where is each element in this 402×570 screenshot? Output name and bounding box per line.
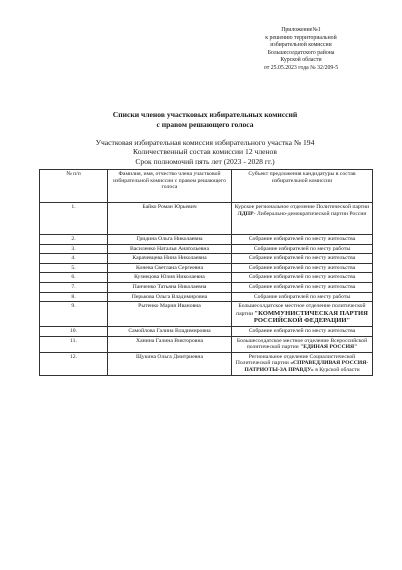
member-name: Самойлова Галина Владимировна xyxy=(108,326,232,336)
row-number: 10. xyxy=(40,326,108,336)
member-subject xyxy=(232,336,373,352)
appendix-line: от 25.05.2023 года № 32/209-5 xyxy=(263,64,339,71)
member-name: Конева Светлана Сергеевна xyxy=(108,263,232,273)
member-subject: Собрание избирателей по месту работы xyxy=(232,244,373,254)
member-subject: Собрание избирателей по месту работы xyxy=(232,292,373,302)
row-number: 12. xyxy=(40,352,108,375)
member-name: Кузнецова Юлия Николаевна xyxy=(108,273,232,283)
subject-text: Большесолдатское местное отделение Всероссийской политической партии xyxy=(236,337,368,351)
commission-size: Количественный состав комиссии 12 членов xyxy=(133,147,277,157)
member-subject: Собрание избирателей по месту жительства xyxy=(232,254,373,264)
party-name: ЛДПР xyxy=(237,210,254,217)
member-name: Рытенко Мария Ивановна xyxy=(108,302,232,327)
table-header-row xyxy=(40,170,373,203)
appendix-line: к решению территориальной xyxy=(265,34,337,41)
row-number: 6. xyxy=(40,273,108,283)
table-row xyxy=(40,203,373,235)
party-name: «СПРАВЕДЛИВАЯ РОССИЯ-ПАТРИОТЫ-ЗА ПРАВДУ» xyxy=(244,360,369,373)
document-title xyxy=(40,110,370,129)
subject-text: Большесолдатское местное отделение политической партии xyxy=(236,303,366,317)
table-row xyxy=(40,282,373,292)
table-row xyxy=(40,302,373,327)
party-name: "ЕДИНАЯ РОССИЯ" xyxy=(300,344,358,351)
row-number: 5. xyxy=(40,263,108,273)
row-number: 3. xyxy=(40,244,108,254)
row-number: 8. xyxy=(40,292,108,302)
row-number: 1. xyxy=(40,203,108,235)
header-name: Фамилия, имя, отчество члена участковой избирательной комиссии с правом решающего голоса xyxy=(108,170,232,203)
row-number: 11. xyxy=(40,336,108,352)
appendix-header xyxy=(226,27,376,73)
header-number: № п/п xyxy=(40,170,108,203)
appendix-line: Приложение№1 xyxy=(281,27,321,33)
appendix-line: избирательной комиссии xyxy=(270,42,332,49)
member-name: Панченко Татьяна Николаевна xyxy=(108,282,232,292)
member-subject xyxy=(232,352,373,375)
row-number: 7. xyxy=(40,282,108,292)
table-row xyxy=(40,263,373,273)
member-name: Гридина Ольга Николаевна xyxy=(108,235,232,245)
subject-text: Курское региональное отделение Политической партии xyxy=(234,204,370,210)
member-name: Карачевцева Нина Николаевна xyxy=(108,254,232,264)
member-subject: Собрание избирателей по месту жительства xyxy=(232,326,373,336)
party-name: "КОММУНИСТИЧЕСКАЯ ПАРТИЯ РОССИЙСКОЙ ФЕДЕРАЦИИ" xyxy=(253,309,368,325)
member-name: Василенко Наталья Анатольевна xyxy=(108,244,232,254)
member-subject xyxy=(232,302,373,327)
member-subject: Собрание избирателей по месту жительства xyxy=(232,273,373,283)
table-row xyxy=(40,254,373,264)
table-row xyxy=(40,326,373,336)
table-row xyxy=(40,292,373,302)
table-row xyxy=(40,235,373,245)
member-subject: Собрание избирателей по месту жительства xyxy=(232,282,373,292)
table-row xyxy=(40,336,373,352)
member-name: Щукина Ольга Дмитриевна xyxy=(108,352,232,375)
member-name: Байко Роман Юрьевич xyxy=(108,203,232,235)
table-row xyxy=(40,352,373,375)
subject-text-end: - Либерально-демократической партии России xyxy=(253,210,367,217)
member-subject: Собрание избирателей по месту жительства xyxy=(232,263,373,273)
table-row xyxy=(40,273,373,283)
row-number: 9. xyxy=(40,302,108,327)
commission-name: Участковая избирательная комиссия избирательного участка № 194 xyxy=(95,138,315,147)
commission-info xyxy=(40,138,370,166)
commission-term: Срок полномочий пять лет (2023 - 2028 гг.) xyxy=(135,156,275,166)
members-table xyxy=(39,169,373,376)
subject-text: Региональное отделение Социалистической Политической партии xyxy=(235,353,356,367)
member-subject xyxy=(232,203,373,235)
header-subject: Субъект предложения кандидатуры в состав избирательной комиссии xyxy=(232,170,373,203)
row-number: 4. xyxy=(40,254,108,264)
subject-text-end: в Курской области xyxy=(313,366,360,373)
appendix-line: Большесолдатского района xyxy=(267,49,335,56)
table-row xyxy=(40,244,373,254)
appendix-line: Курской области xyxy=(280,57,322,64)
member-name: Перькова Ольга Владимировна xyxy=(108,292,232,302)
title-line-2: с правом решающего голоса xyxy=(156,119,254,129)
row-number: 2. xyxy=(40,235,108,245)
member-name: Ханина Галина Викторовна xyxy=(108,336,232,352)
title-line-1: Списки членов участковых избирательных комиссий xyxy=(112,110,298,119)
member-subject: Собрание избирателей по месту жительства xyxy=(232,235,373,245)
